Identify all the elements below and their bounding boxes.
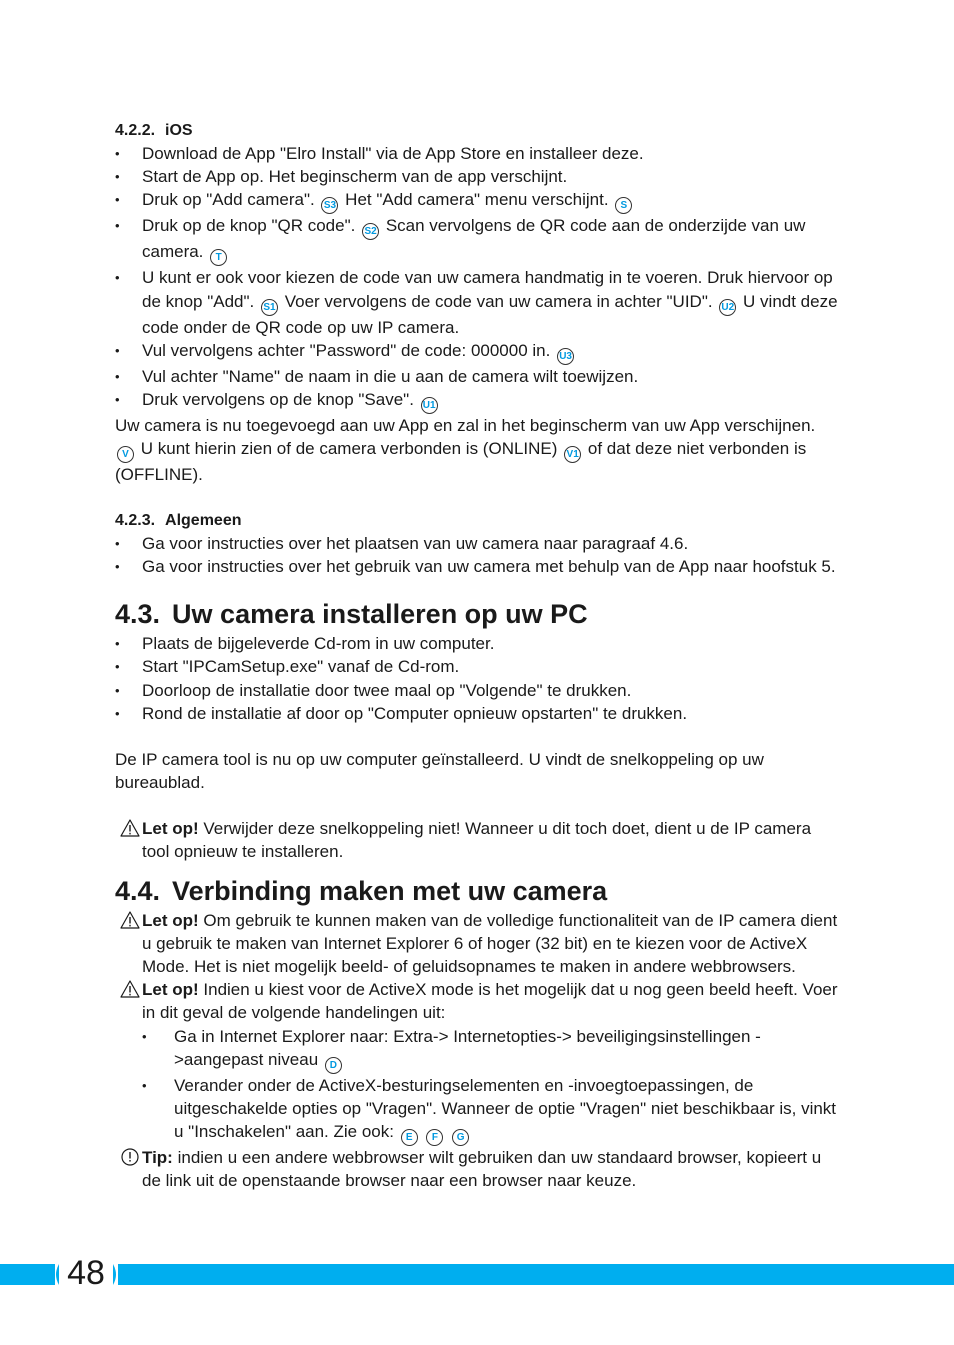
reference-badge: S3	[321, 197, 338, 214]
list-item-text: Scan vervolgens de QR code aan de onderzijde van uw camera.	[142, 216, 806, 262]
tip-note	[115, 1146, 840, 1192]
list-item	[115, 266, 840, 338]
list-item-text: Start de App op. Het beginscherm van de app verschijnt.	[142, 167, 568, 187]
note-text: Verwijder deze snelkoppeling niet! Wanneer u dit toch doet, dient u de IP camera tool opnieuw te installeren.	[142, 818, 812, 862]
ios-summary-paragraph	[115, 414, 840, 486]
note-text: Om gebruik te kunnen maken van de volledige functionaliteit van de IP camera dient u gebruik te maken van Internet Explorer 6 of hoger (32 bit) en te kiezen voor de ActiveX Mode. Het is niet mogelijk beeld- of geluidsopnames te maken in andere webbrowsers.	[142, 911, 838, 977]
reference-badge: U1	[421, 397, 438, 414]
tip-text: indien u een andere webbrowser wilt gebruiken dan uw standaard browser, kopieert u de link uit de openstaande browser naar een browser naar keuze.	[142, 1147, 822, 1191]
reference-badge: F	[426, 1129, 443, 1146]
note-text: Indien u kiest voor de ActiveX mode is het mogelijk dat u nog geen beeld heeft. Voer in dit geval de volgende handelingen uit:	[142, 980, 838, 1023]
paragraph-text: of dat deze niet verbonden is (OFFLINE).	[115, 438, 807, 484]
install-pc-paragraph: De IP camera tool is nu op uw computer geïnstalleerd. U vindt de snelkoppeling op uw bureaublad.	[115, 749, 764, 792]
subsection-number: 4.2.2.	[115, 122, 156, 139]
reference-badge: T	[210, 249, 227, 266]
note-label: Let op!	[142, 980, 199, 1000]
reference-badge: E	[401, 1129, 418, 1146]
reference-badge: S	[615, 197, 632, 214]
install-pc-list	[115, 632, 840, 724]
list-item-text: Verander onder de ActiveX-besturingselementen en -invoegtoepassingen, de uitgeschakelde opties op "Vragen". Wanneer de optie "Vragen" niet beschikbaar is, vinkt u "Inschakelen" aan. Zie ook:	[174, 1075, 837, 1141]
tip-label: Tip:	[142, 1147, 173, 1167]
list-item-text: U vindt deze code onder de QR code op uw IP camera.	[142, 291, 838, 337]
list-item: • Plaats de bijgeleverde Cd-rom in uw computer.	[115, 632, 840, 655]
warning-note	[115, 978, 840, 1146]
warning-note	[115, 817, 840, 863]
list-item: • Ga voor instructies over het plaatsen van uw camera naar paragraaf 4.6.	[115, 532, 840, 555]
reference-badge: G	[452, 1129, 469, 1146]
list-item-text: Ga in Internet Explorer naar: Extra-> Internetopties-> beveiligingsinstellingen ->aangepast niveau	[174, 1026, 761, 1069]
warning-icon	[120, 819, 140, 837]
paragraph-text: Uw camera is nu toegevoegd aan uw App en zal in het beginscherm van uw App verschijnen.	[115, 415, 816, 435]
section-title: Uw camera installeren op uw PC	[172, 599, 588, 630]
warning-icon	[120, 911, 140, 929]
reference-badge: V1	[564, 446, 581, 463]
subsection-title: iOS	[165, 122, 193, 139]
reference-badge: S2	[362, 223, 379, 240]
note-label: Let op!	[142, 818, 199, 838]
warning-note	[115, 909, 840, 978]
ios-steps-list	[115, 142, 840, 414]
reference-badge: S1	[261, 299, 278, 316]
list-item-text: Druk op de knop "QR code".	[142, 216, 356, 236]
reference-badge: D	[325, 1057, 342, 1074]
paragraph-text: U kunt hierin zien of de camera verbonden is (ONLINE)	[140, 438, 558, 458]
list-item: • Doorloop de installatie door twee maal op "Volgende" te drukken.	[115, 679, 840, 702]
section-number: 4.3.	[115, 599, 161, 630]
activex-steps-list	[142, 1025, 840, 1146]
subsection-title: Algemeen	[165, 512, 242, 530]
subsection-heading-ios	[115, 119, 840, 142]
list-item-text: U kunt er ook voor kiezen de code van uw camera handmatig in te voeren. Druk hiervoor op de knop "Add".	[142, 268, 833, 311]
reference-badge: U3	[557, 348, 574, 365]
footer-bar-right	[118, 1264, 954, 1285]
list-item	[115, 339, 840, 365]
list-item: • Rond de installatie af door op "Computer opnieuw opstarten" te drukken.	[115, 702, 840, 725]
subsection-heading-algemeen	[115, 509, 840, 532]
list-item	[115, 365, 840, 388]
warning-icon	[120, 980, 140, 998]
list-item	[115, 188, 840, 214]
list-item-text: Download de App "Elro Install" via de App Store en installeer deze.	[142, 144, 644, 164]
list-item-text: Druk op "Add camera".	[142, 190, 315, 210]
list-item-text: Druk vervolgens op de knop "Save".	[142, 389, 414, 409]
page-content	[115, 119, 840, 1192]
section-heading-install-pc	[115, 596, 840, 632]
note-label: Let op!	[142, 911, 199, 931]
page-number-bracket-left	[53, 1264, 59, 1285]
list-item: • Start "IPCamSetup.exe" vanaf de Cd-rom.	[115, 655, 840, 678]
info-icon	[120, 1148, 140, 1166]
list-item-text: Vul achter "Name" de naam in die u aan de camera wilt toewijzen.	[142, 366, 639, 386]
subsection-number: 4.2.3.	[115, 512, 156, 530]
list-item: • Ga voor instructies over het gebruik van uw camera met behulp van de App naar hoofstuk 5.	[115, 555, 840, 578]
footer-bar-left	[0, 1264, 55, 1285]
section-heading-connect	[115, 873, 840, 909]
list-item	[142, 1074, 840, 1146]
list-item-text: Voer vervolgens de code van uw camera in achter "UID".	[284, 291, 713, 311]
list-item-text: Vul vervolgens achter "Password" de code: 000000 in.	[142, 340, 551, 360]
page-number: 48	[67, 1254, 105, 1292]
reference-badge: V	[117, 446, 134, 463]
list-item	[115, 165, 840, 188]
list-item	[142, 1025, 840, 1074]
list-item	[115, 388, 840, 414]
list-item	[115, 142, 840, 165]
section-number: 4.4.	[115, 876, 161, 907]
section-title: Verbinding maken met uw camera	[172, 876, 608, 907]
general-list	[115, 532, 840, 578]
reference-badge: U2	[719, 299, 736, 316]
list-item-text: Het "Add camera" menu verschijnt.	[345, 190, 609, 210]
list-item	[115, 214, 840, 266]
